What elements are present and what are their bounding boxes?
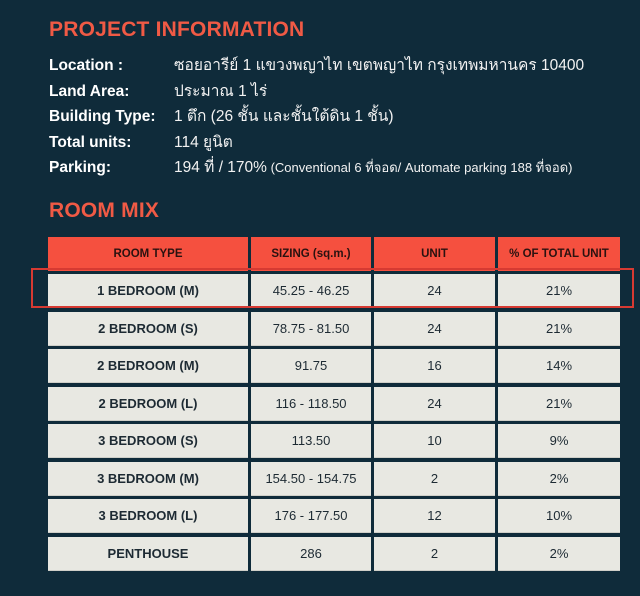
cell-unit: 2	[374, 462, 495, 496]
cell-percent: 14%	[498, 349, 620, 383]
info-label: Building Type:	[49, 108, 156, 125]
info-value	[174, 154, 572, 179]
parking-note: (Conventional 6 ที่จอด/ Automate parking 188 ที่จอด)	[266, 160, 573, 175]
cell-percent: 10%	[498, 499, 620, 533]
column-header-unit: UNIT	[374, 237, 495, 271]
cell-percent: 21%	[498, 387, 620, 421]
cell-room-type: 3 BEDROOM (S)	[48, 424, 248, 458]
cell-unit: 2	[374, 537, 495, 571]
cell-sizing: 45.25 - 46.25	[251, 274, 371, 308]
info-value: ประมาณ 1 ไร่	[174, 82, 268, 100]
room-mix-table	[48, 237, 620, 574]
cell-sizing: 176 - 177.50	[251, 499, 371, 533]
cell-percent: 9%	[498, 424, 620, 458]
table-row	[48, 424, 620, 462]
cell-unit: 24	[374, 387, 495, 421]
info-label: Land Area:	[49, 82, 130, 100]
cell-unit: 24	[374, 274, 495, 308]
table-row	[48, 537, 620, 575]
info-row-parking	[49, 154, 584, 180]
cell-sizing: 91.75	[251, 349, 371, 383]
table-row	[48, 462, 620, 500]
cell-room-type: 2 BEDROOM (M)	[48, 349, 248, 383]
cell-room-type: 3 BEDROOM (L)	[48, 499, 248, 533]
cell-percent: 2%	[498, 462, 620, 496]
cell-room-type: 1 BEDROOM (M)	[48, 274, 248, 308]
table-header-row	[48, 237, 620, 274]
table-row	[48, 387, 620, 425]
parking-value: 194 ที่ / 170%	[174, 159, 267, 176]
table-row	[48, 349, 620, 387]
cell-percent: 21%	[498, 274, 620, 308]
info-row-building-type	[49, 103, 584, 129]
cell-unit: 10	[374, 424, 495, 458]
column-header-room-type: ROOM TYPE	[48, 237, 248, 271]
info-label: Total units:	[49, 133, 132, 151]
table-body	[48, 274, 620, 574]
table-row	[48, 274, 620, 312]
cell-sizing: 78.75 - 81.50	[251, 312, 371, 346]
info-label: Location :	[49, 57, 124, 74]
cell-sizing: 154.50 - 154.75	[251, 462, 371, 496]
cell-unit: 12	[374, 499, 495, 533]
column-header-sizing: SIZING (sq.m.)	[251, 237, 371, 271]
cell-percent: 2%	[498, 537, 620, 571]
info-value: ซอยอารีย์ 1 แขวงพญาไท เขตพญาไท กรุงเทพมหานคร 10400	[174, 57, 585, 74]
cell-unit: 24	[374, 312, 495, 346]
table-row	[48, 312, 620, 350]
cell-sizing: 116 - 118.50	[251, 387, 371, 421]
info-row-total-units	[49, 129, 584, 155]
column-header-percent: % OF TOTAL UNIT	[498, 237, 620, 271]
info-value: 114 ยูนิต	[174, 133, 233, 151]
info-label: Parking:	[49, 159, 112, 176]
cell-sizing: 113.50	[251, 424, 371, 458]
info-row-land-area	[49, 78, 584, 104]
info-value: 1 ตึก (26 ชั้น และชั้นใต้ดิน 1 ชั้น)	[174, 108, 394, 125]
project-information-title: PROJECT INFORMATION	[49, 18, 305, 41]
cell-percent: 21%	[498, 312, 620, 346]
info-row-location	[49, 52, 584, 78]
cell-room-type: 2 BEDROOM (L)	[48, 387, 248, 421]
cell-room-type: PENTHOUSE	[48, 537, 248, 571]
cell-unit: 16	[374, 349, 495, 383]
table-row	[48, 499, 620, 537]
cell-sizing: 286	[251, 537, 371, 571]
cell-room-type: 2 BEDROOM (S)	[48, 312, 248, 346]
room-mix-title: ROOM MIX	[49, 199, 160, 222]
project-info-list	[49, 52, 584, 180]
cell-room-type: 3 BEDROOM (M)	[48, 462, 248, 496]
